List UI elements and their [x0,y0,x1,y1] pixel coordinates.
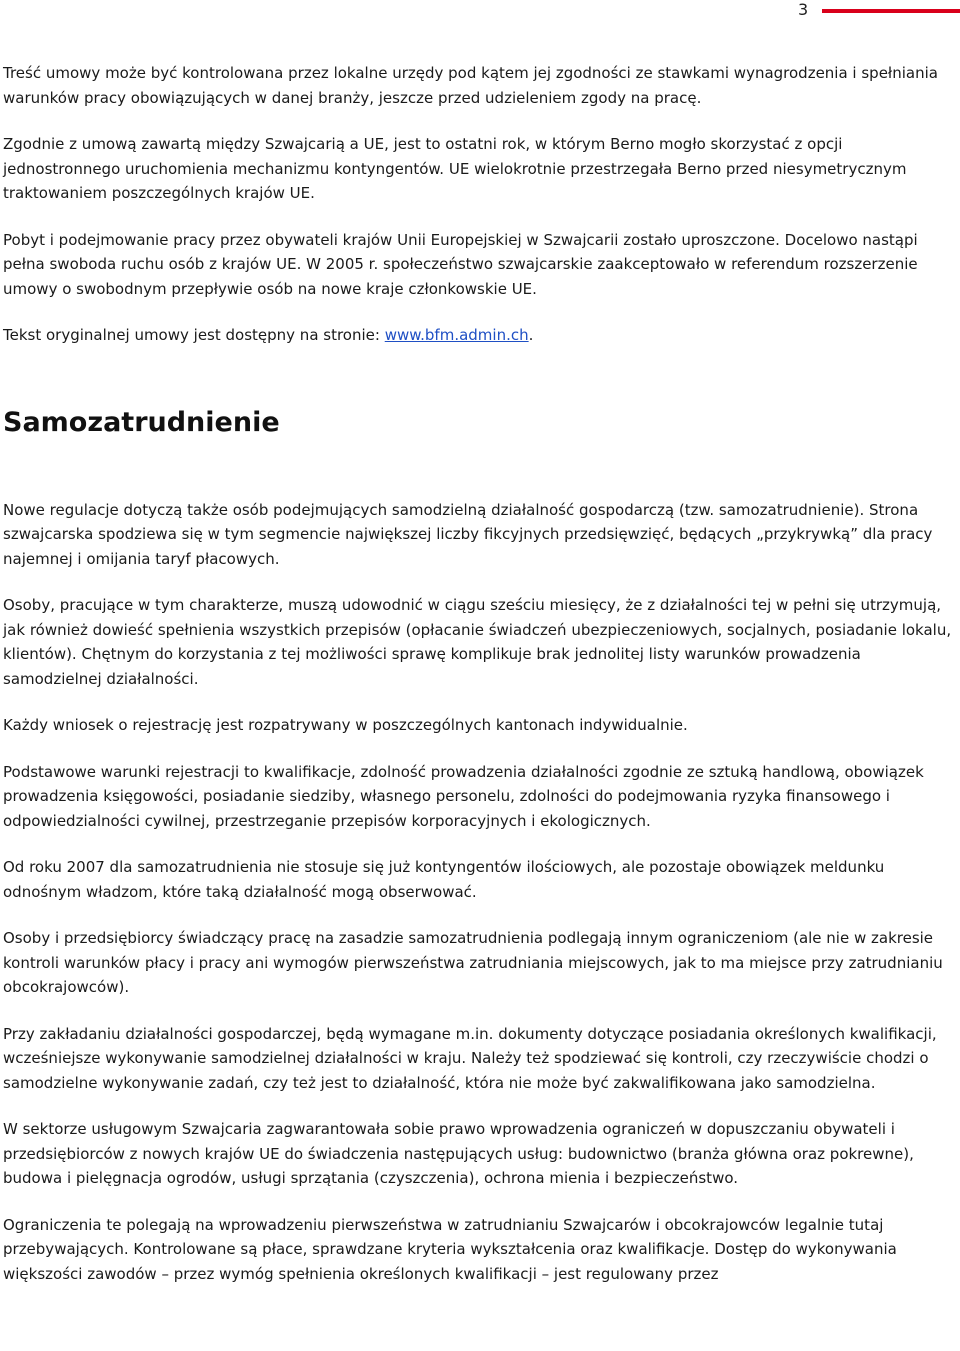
section-paragraph: Każdy wniosek o rejestrację jest rozpatrywany w poszczególnych kantonach indywidualnie. [3,716,688,734]
section-paragraph: Nowe regulacje dotyczą także osób podejmujących samodzielną działalność gospodarczą (tzw. samozatrudnienie). Strona szwajcarska spodziewa się w tym segmencie największej liczby fikcyjnych przedsięwzięć, będących „przykrywką” dla pracy najemnej i omijania taryf płacowych. [3,500,933,568]
source-text: Tekst oryginalnej umowy jest dostępny na stronie: [3,326,385,344]
intro-paragraph-4 [3,323,958,348]
document-body [3,61,958,1308]
source-suffix: . [528,326,534,344]
intro-paragraph-3: Pobyt i podejmowanie pracy przez obywateli krajów Unii Europejskiej w Szwajcarii zostało uproszczone. Docelowo nastąpi pełna swoboda ruchu osób z krajów UE. W 2005 r. społeczeństwo szwajcarskie zaakceptowało w referendum rozszerzenie umowy o swobodnym przepływie osób na nowe kraje członkowskie UE. [3,230,918,298]
section-title: Samozatrudnienie [3,406,280,438]
section-paragraph: Od roku 2007 dla samozatrudnienia nie stosuje się już kontyngentów ilościowych, ale pozostaje obowiązek meldunku odnośnym władzom, które taką działalność mogą obserwować. [3,858,885,901]
source-link[interactable]: www.bfm.admin.ch [384,326,529,344]
section-paragraph: Osoby i przedsiębiorcy świadczący pracę na zasadzie samozatrudnienia podlegają innym ograniczeniom (ale nie w zakresie kontroli warunków płacy i pracy ani wymogów pierwszeństwa zatrudniania miejscowych, jak to ma miejsce przy zatrudnianiu obcokrajowców). [3,929,943,996]
section-paragraph: W sektorze usługowym Szwajcaria zagwarantowała sobie prawo wprowadzenia ograniczeń w dopuszczaniu obywateli i przedsiębiorców z nowych krajów UE do świadczenia następujących usług: budownictwo (branża główna oraz pokrewne), budowa i pielęgnacja ogrodów, usługi sprzątania (czyszczenia), ochrona mienia i bezpieczeństwo. [3,1120,914,1187]
section-paragraph: Osoby, pracujące w tym charakterze, muszą udowodnić w ciągu sześciu miesięcy, że z działalności tej w pełni się utrzymują, jak również dowieść spełnienia wszystkich przepisów (opłacanie świadczeń ubezpieczeniowych, socjalnych, posiadanie lokalu, klientów). Chętnym do korzystania z tej możliwości sprawę komplikuje brak jednolitej listy warunków prowadzenia samodzielnej działalności. [3,596,952,688]
section-paragraph: Ograniczenia te polegają na wprowadzeniu pierwszeństwa w zatrudnianiu Szwajcarów i obcokrajowców legalnie tutaj przebywających. Kontrolowane są płace, sprawdzane kryteria wykształcenia oraz kwalifikacje. Dostęp do wykonywania większości zawodów – przez wymóg spełnienia określonych kwalifikacji – jest regulowany przez [3,1215,897,1283]
header-rule [822,9,960,13]
intro-paragraph-1: Treść umowy może być kontrolowana przez lokalne urzędy pod kątem jej zgodności ze stawkami wynagrodzenia i spełniania warunków pracy obowiązujących w danej branży, jeszcze przed udzieleniem zgody na pracę. [3,64,938,107]
section-paragraph: Podstawowe warunki rejestracji to kwalifikacje, zdolność prowadzenia działalności zgodnie ze sztuką handlową, obowiązek prowadzenia księgowości, posiadanie siedziby, własnego personelu, zdolności do podejmowania ryzyka finansowego i odpowiedzialności cywilnej, przestrzeganie przepisów korporacyjnych i ekologicznych. [3,762,924,830]
page-number: 3 [798,0,809,19]
intro-paragraph-2: Zgodnie z umową zawartą między Szwajcarią a UE, jest to ostatni rok, w którym Berno mogło skorzystać z opcji jednostronnego uruchomienia mechanizmu kontyngentów. UE wielokrotnie przestrzegała Berno przed niesymetrycznym traktowaniem poszczególnych krajów UE. [3,135,907,202]
section-paragraph: Przy zakładaniu działalności gospodarczej, będą wymagane m.in. dokumenty dotyczące posiadania określonych kwalifikacji, wcześniejsze wykonywanie samodzielnej działalności w kraju. Należy też spodziewać się kontroli, czy rzeczywiście chodzi o samodzielne wykonywanie zadań, czy też jest to działalność, która nie może być zakwalifikowana jako samodzielna. [3,1024,937,1092]
